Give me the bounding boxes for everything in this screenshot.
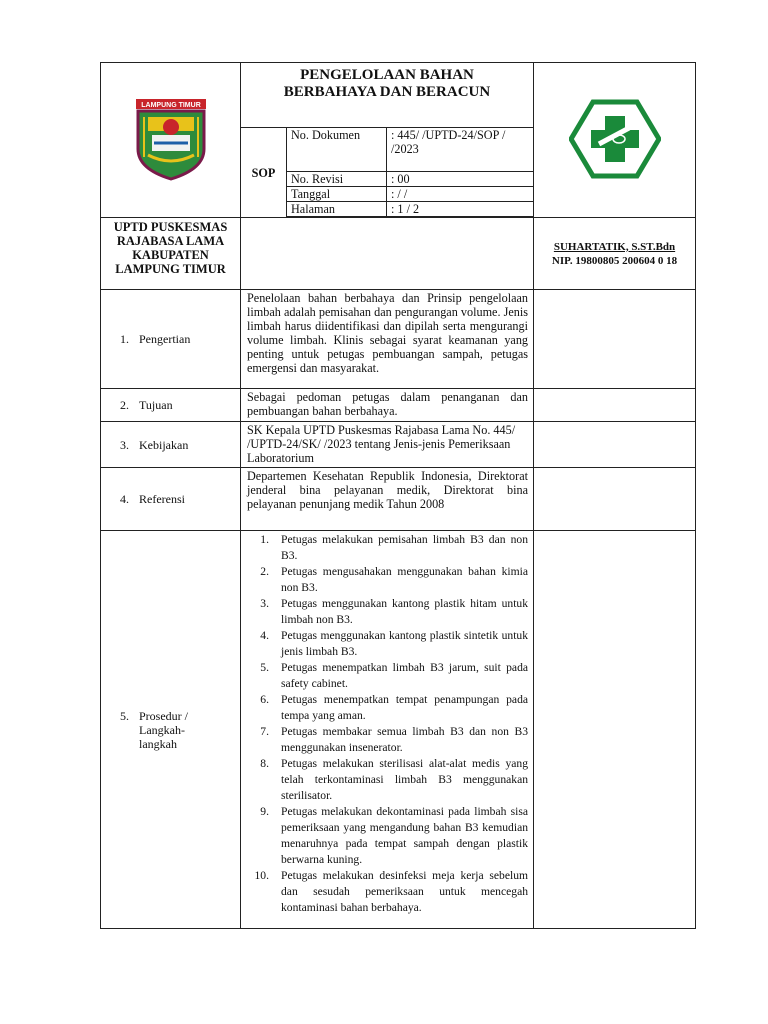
step-text: Petugas menempatkan limbah B3 jarum, suit pada safety cabinet.: [281, 661, 529, 690]
section-label: Prosedur / Langkah-langkah: [139, 708, 188, 751]
section-content: Departemen Kesehatan Republik Indonesia, Direktorat jenderal bina pelayanan medik, Direktorat bina pelayanan penunjang medik Tahun 2008: [241, 468, 534, 531]
step-number: 3.: [260, 597, 269, 610]
signatory-nip: NIP. 19800805 200604 0 18: [551, 254, 678, 267]
section-prosedur: [101, 531, 241, 929]
step-text: Petugas melakukan desinfeksi meja kerja sebelum dan sesudah pemeriksaan untuk mencegah kontaminasi bahan berbahaya.: [281, 869, 529, 914]
procedure-step: [247, 756, 528, 804]
step-text: Petugas menempatkan tempat penampungan pada tempa yang aman.: [281, 693, 529, 722]
section-kebijakan: [101, 422, 241, 468]
sop-table: [100, 62, 696, 929]
step-number: 6.: [260, 693, 269, 706]
procedure-step: [247, 804, 528, 868]
section-content: SK Kepala UPTD Puskesmas Rajabasa Lama No. 445/ /UPTD-24/SK/ /2023 tentang Jenis-jenis Pemeriksaan Laboratorium: [241, 422, 534, 468]
meta-label-date: Tanggal: [287, 187, 387, 202]
blank-cell: [241, 218, 534, 290]
section-number: 5.: [120, 708, 129, 723]
section-tujuan: [101, 389, 241, 422]
meta-label-revision: No. Revisi: [287, 172, 387, 187]
step-number: 7.: [260, 725, 269, 738]
steps-list: [247, 532, 528, 916]
emblem-banner-text: LAMPUNG TIMUR: [140, 101, 201, 109]
procedure-step: [247, 628, 528, 660]
blank-cell: [534, 290, 696, 389]
step-number: 8.: [260, 757, 269, 770]
procedure-step: [247, 564, 528, 596]
section-number: 1.: [120, 332, 129, 346]
organization-name: UPTD PUSKESMAS RAJABASA LAMA KABUPATEN LAMPUNG TIMUR: [101, 218, 241, 290]
puskesmas-logo: [569, 98, 661, 180]
right-logo-cell: [534, 63, 696, 218]
step-number: 2.: [260, 565, 269, 578]
step-text: Petugas menggunakan kantong plastik sintetik untuk jenis limbah B3.: [281, 629, 529, 658]
procedure-step: [247, 660, 528, 692]
section-number: 2.: [120, 398, 129, 412]
meta-label-document: No. Dokumen: [287, 128, 387, 172]
meta-value-page: : 1 / 2: [387, 202, 534, 217]
signatory-name: SUHARTATIK, S.ST.Bdn: [553, 240, 676, 253]
title-line-1: PENGELOLAAN BAHAN: [300, 67, 474, 83]
step-number: 5.: [260, 661, 269, 674]
section-label: Kebijakan: [139, 437, 189, 452]
section-content: Sebagai pedoman petugas dalam penanganan dan pembuangan bahan berbahaya.: [241, 389, 534, 422]
blank-cell: [534, 389, 696, 422]
left-logo-cell: [101, 63, 241, 218]
meta-value-date: : / /: [387, 187, 534, 202]
meta-value-document: : 445/ /UPTD-24/SOP / /2023: [387, 128, 534, 172]
blank-cell: [534, 468, 696, 531]
section-referensi: [101, 468, 241, 531]
step-number: 10.: [254, 869, 269, 882]
procedure-step: [247, 724, 528, 756]
section-number: 4.: [120, 492, 129, 506]
procedure-step: [247, 868, 528, 916]
blank-cell: [534, 422, 696, 468]
section-number: 3.: [120, 437, 129, 452]
meta-value-revision: : 00: [387, 172, 534, 187]
title-line-2: BERBAHAYA DAN BERACUN: [283, 84, 491, 100]
step-text: Petugas melakukan sterilisasi alat-alat medis yang telah terkontaminasi limbah B3 menggunakan sterilisator.: [281, 757, 529, 802]
sop-label: SOP: [241, 128, 287, 218]
blank-cell: [534, 531, 696, 929]
section-content: Penelolaan bahan berbahaya dan Prinsip pengelolaan limbah adalah pemisahan dan pengurangan volume. Jenis limbah harus diidentifikasi dan dipilah serta mengurangi volume limbah. Klinis sebagai syarat keamanan yang penting untuk petugas pembuangan sampah, petugas emergensi dan masyarakat.: [241, 290, 534, 389]
step-text: Petugas menggunakan kantong plastik hitam untuk limbah non B3.: [281, 597, 529, 626]
procedure-step: [247, 532, 528, 564]
section-label: Tujuan: [139, 398, 173, 412]
document-title: [241, 63, 534, 128]
procedure-step: [247, 692, 528, 724]
lampung-timur-emblem: [130, 97, 212, 181]
step-text: Petugas mengusahakan menggunakan bahan kimia non B3.: [281, 565, 529, 594]
section-label: Referensi: [139, 492, 185, 506]
step-number: 4.: [260, 629, 269, 642]
section-label: Pengertian: [139, 332, 191, 346]
procedure-step: [247, 596, 528, 628]
step-number: 1.: [260, 533, 269, 546]
section-pengertian: [101, 290, 241, 389]
step-number: 9.: [260, 805, 269, 818]
procedure-steps: [241, 531, 534, 929]
meta-label-page: Halaman: [287, 202, 387, 217]
step-text: Petugas membakar semua limbah B3 dan non B3 menggunakan insenerator.: [281, 725, 529, 754]
step-text: Petugas melakukan pemisahan limbah B3 dan non B3.: [281, 533, 529, 562]
signature-block: [534, 218, 696, 290]
step-text: Petugas melakukan dekontaminasi pada limbah sisa pemeriksaan yang mengandung bahan B3 kemudian menaruhnya pada tempat sampah dengan plastik berwarna kuning.: [281, 805, 529, 866]
